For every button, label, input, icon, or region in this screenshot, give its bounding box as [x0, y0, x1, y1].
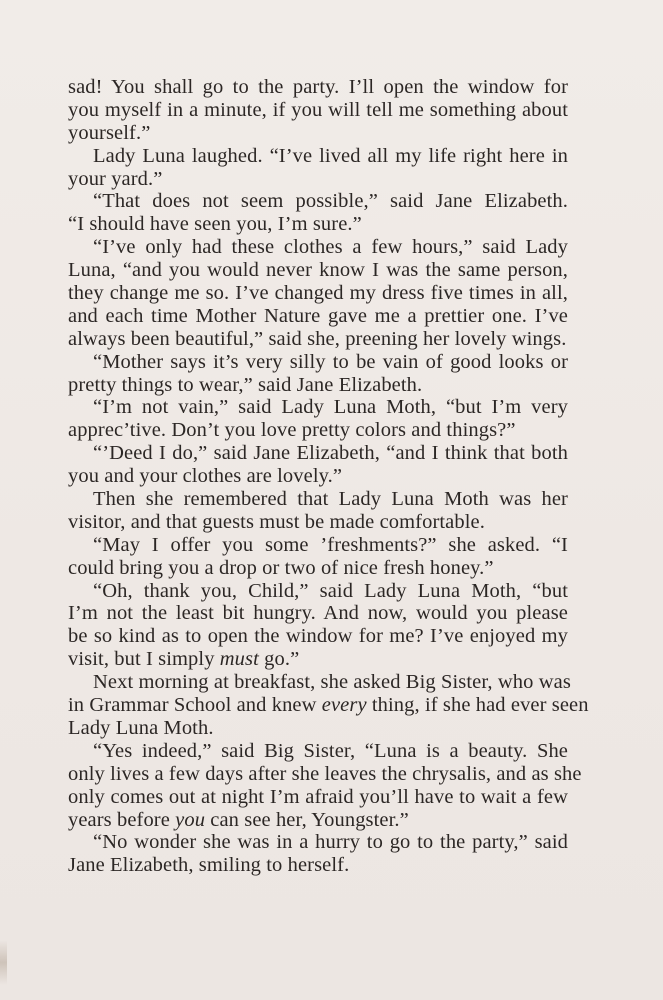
- text-line: [68, 762, 582, 786]
- text-line-content: only comes out at night I’m afraid you’ll have to wait a few: [68, 785, 568, 808]
- text-line: [68, 717, 568, 740]
- text-line: [68, 694, 589, 717]
- text-line-content: “That does not seem possible,” said Jane Elizabeth.: [93, 190, 568, 213]
- text-line: [68, 213, 568, 236]
- page-edge-mark: [0, 940, 7, 985]
- text-line-content: “I should have seen you, I’m sure.”: [68, 213, 362, 236]
- text-line: [68, 236, 568, 259]
- text-line: [68, 854, 568, 877]
- text-line-content: Luna, “and you would never know I was the same person,: [68, 259, 568, 282]
- text-line-content: “Mother says it’s very silly to be vain of good looks or: [93, 350, 568, 373]
- text-line: [68, 625, 568, 648]
- text-line: [68, 99, 568, 122]
- text-line: [68, 190, 568, 213]
- text-line: [68, 351, 568, 374]
- text-line: [68, 122, 568, 145]
- text-line-content: sad! You shall go to the party. I’ll open the window for: [68, 76, 568, 98]
- text-line: [68, 282, 568, 305]
- text-line-content: Lady Luna Moth.: [68, 716, 214, 739]
- text-line-content: visitor, and that guests must be made comfortable.: [68, 510, 485, 533]
- text-line-content: they change me so. I’ve changed my dress five times in all,: [68, 282, 568, 305]
- text-line: [68, 442, 568, 465]
- text-line-content: only lives a few days after she leaves the chrysalis, and as she: [68, 762, 582, 785]
- text-line-content: and each time Mother Nature gave me a prettier one. I’ve: [68, 304, 568, 327]
- text-line-content: “I’m not vain,” said Lady Luna Moth, “but I’m very: [93, 396, 568, 419]
- text-line: [68, 740, 568, 763]
- text-line: [68, 259, 568, 282]
- text-line-content: Jane Elizabeth, smiling to herself.: [68, 854, 350, 877]
- text-line: [68, 557, 568, 580]
- emphasized-word: you: [175, 808, 206, 831]
- emphasized-word: must: [219, 648, 259, 671]
- text-line-content: apprec’tive. Don’t you love pretty colors and things?”: [68, 419, 516, 442]
- text-line-content: always been beautiful,” said she, preening her lovely wings.: [68, 327, 567, 350]
- text-line-content: “’Deed I do,” said Jane Elizabeth, “and I think that both: [93, 442, 568, 465]
- text-line: [68, 145, 568, 168]
- text-line-content: pretty things to wear,” said Jane Elizabeth.: [68, 373, 423, 396]
- text-line: [68, 488, 568, 511]
- text-line-content: “No wonder she was in a hurry to go to the party,” said: [93, 831, 568, 854]
- text-line-content: “I’ve only had these clothes a few hours,” said Lady: [93, 236, 568, 259]
- text-line: [68, 580, 568, 603]
- text-line: [68, 511, 568, 534]
- body-text: [68, 76, 589, 877]
- text-line: [68, 786, 568, 809]
- text-line: [68, 374, 568, 397]
- text-line-content: could bring you a drop or two of nice fresh honey.”: [68, 556, 494, 579]
- text-line: [68, 328, 568, 351]
- text-line-content: you and your clothes are lovely.”: [68, 465, 343, 488]
- emphasized-word: every: [321, 694, 367, 717]
- text-line-content: visit, but I simply: [68, 648, 220, 671]
- text-line-content: be so kind as to open the window for me? I’ve enjoyed my: [68, 625, 568, 648]
- text-line: [68, 648, 568, 671]
- text-line-content: years before: [68, 808, 176, 831]
- text-line-content: “Oh, thank you, Child,” said Lady Luna Moth, “but: [93, 579, 568, 602]
- text-line-continuation: go.”: [258, 648, 300, 671]
- text-line-content: I’m not the least bit hungry. And now, would you please: [68, 602, 568, 625]
- text-line-content: Then she remembered that Lady Luna Moth was her: [93, 488, 568, 511]
- text-line-content: “Yes indeed,” said Big Sister, “Luna is a beauty. She: [93, 739, 568, 762]
- text-line: [68, 602, 568, 625]
- text-line: [68, 305, 568, 328]
- text-line-content: you myself in a minute, if you will tell me something about: [68, 98, 568, 121]
- text-line-content: yourself.”: [68, 121, 151, 144]
- text-line-content: in Grammar School and knew: [68, 694, 322, 717]
- text-line: [68, 419, 568, 442]
- text-line: [68, 168, 568, 191]
- text-line-content: Lady Luna laughed. “I’ve lived all my life right here in: [93, 144, 568, 167]
- text-line-continuation: can see her, Youngster.”: [205, 808, 409, 831]
- text-line-continuation: thing, if she had ever seen: [366, 694, 589, 717]
- text-line-content: Next morning at breakfast, she asked Big Sister, who was: [93, 671, 571, 694]
- text-line: [68, 76, 568, 99]
- text-line-content: your yard.”: [68, 167, 163, 190]
- text-line: [68, 534, 568, 557]
- text-line-content: “May I offer you some ’freshments?” she asked. “I: [93, 533, 568, 556]
- text-line: [68, 809, 568, 832]
- text-line: [68, 396, 568, 419]
- text-line: [68, 465, 568, 488]
- text-line: [68, 671, 571, 694]
- text-line: [68, 831, 568, 854]
